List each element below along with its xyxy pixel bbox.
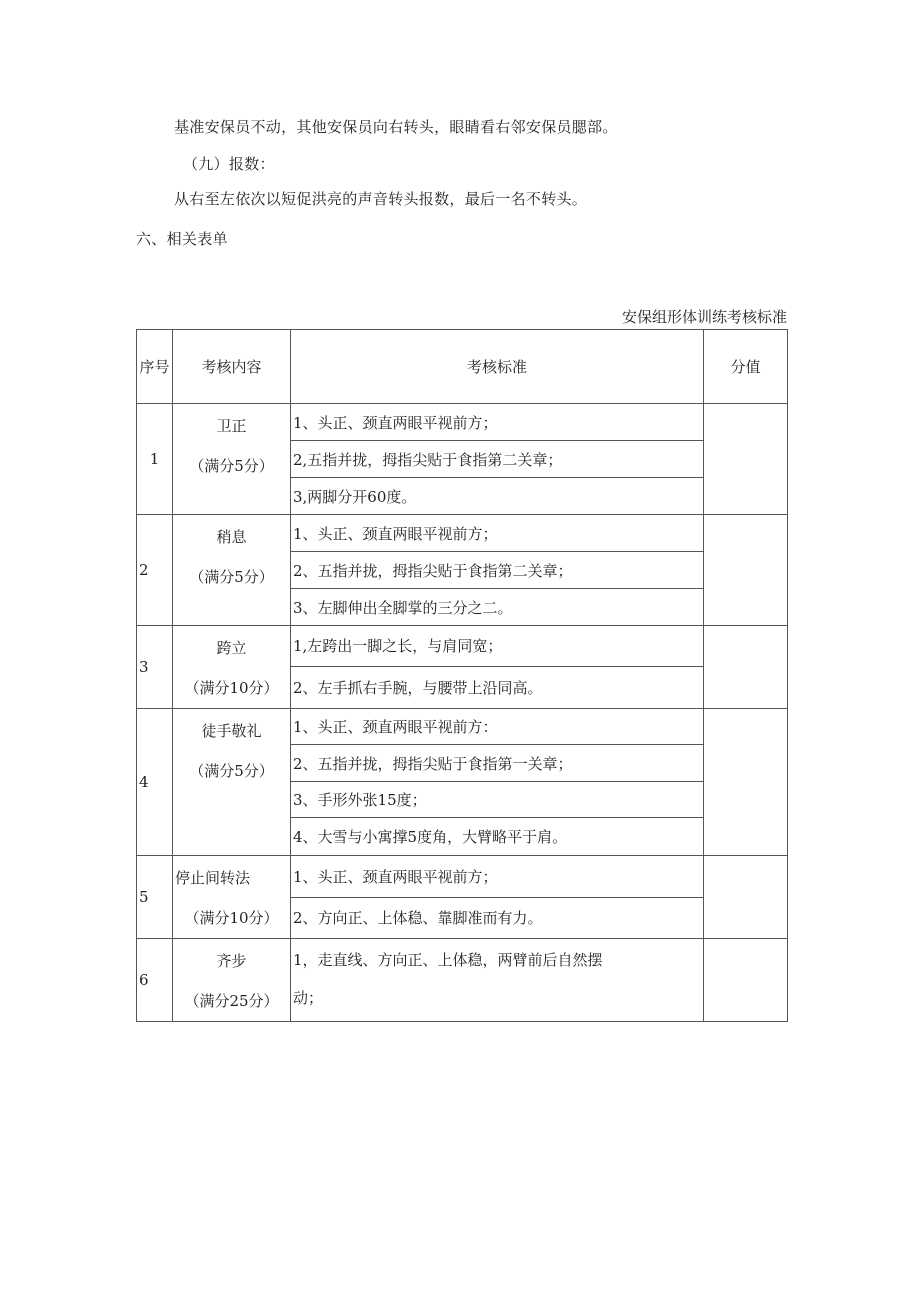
item-name: 稍息 — [216, 528, 247, 546]
item-points: （满分10分） — [184, 679, 279, 697]
item-name: 卫正 — [216, 417, 247, 435]
row-seq: 5 — [137, 856, 173, 939]
header-criteria: 考核标准 — [291, 330, 704, 404]
section-heading: 六、相关表单 — [136, 230, 228, 248]
criterion-line: 动； — [293, 989, 324, 1007]
paragraph-1: 基准安保员不动，其他安保员向右转头，眼睛看右邻安保员腮部。 — [174, 118, 618, 136]
criterion: 3,两脚分开60度。 — [291, 478, 704, 515]
score-cell — [704, 709, 788, 856]
item-points: （满分5分） — [189, 568, 274, 586]
item-name: 徒手敬礼 — [201, 722, 262, 740]
item-points: （满分25分） — [184, 992, 279, 1010]
score-cell — [704, 515, 788, 626]
criterion: 3、左脚伸出全脚掌的三分之二。 — [291, 589, 704, 626]
criterion — [291, 939, 704, 1022]
item-name: 跨立 — [216, 639, 247, 657]
item-points: （满分5分） — [189, 457, 274, 475]
score-cell — [704, 404, 788, 515]
criterion: 2、方向正、上体稳、靠脚准而有力。 — [291, 897, 704, 939]
criterion: 1、头正、颈直两眼平视前方； — [291, 515, 704, 552]
table-row — [137, 404, 788, 441]
criterion: 1、头正、颈直两眼平视前方； — [291, 856, 704, 898]
row-content — [173, 626, 291, 709]
criterion: 1、头正、颈直两眼平视前方； — [291, 404, 704, 441]
header-score: 分值 — [704, 330, 788, 404]
table-header-row — [137, 330, 788, 404]
criterion: 3、手形外张15度； — [291, 782, 704, 818]
row-content — [173, 709, 291, 856]
table-title: 安保组形体训练考核标准 — [621, 308, 787, 326]
score-cell — [704, 626, 788, 709]
item-points: （满分10分） — [184, 909, 279, 927]
item-points: （满分5分） — [189, 762, 274, 780]
criterion: 2、五指并拢，拇指尖贴于食指第一关章； — [291, 745, 704, 782]
row-seq: 3 — [137, 626, 173, 709]
score-cell — [704, 856, 788, 939]
criterion: 1、头正、颈直两眼平视前方： — [291, 709, 704, 745]
table-row — [137, 856, 788, 898]
criterion-line: 1，走直线、方向正、上体稳，两臂前后自然摆 — [293, 951, 603, 969]
row-seq: 2 — [137, 515, 173, 626]
row-seq: 4 — [137, 709, 173, 856]
table-row — [137, 515, 788, 552]
row-content — [173, 939, 291, 1022]
paragraph-3: 从右至左依次以短促洪亮的声音转头报数，最后一名不转头。 — [174, 190, 588, 208]
item-name: 齐步 — [216, 952, 247, 970]
row-content — [173, 515, 291, 626]
table-row — [137, 939, 788, 1022]
item-name: 停止间转法 — [175, 869, 251, 887]
header-seq: 序号 — [137, 330, 173, 404]
row-seq: 6 — [137, 939, 173, 1022]
table-row — [137, 626, 788, 667]
assessment-table — [136, 329, 788, 1022]
table-row — [137, 709, 788, 745]
paragraph-2: （九）报数： — [183, 155, 275, 173]
criterion: 2、五指并拢，拇指尖贴于食指第二关章； — [291, 552, 704, 589]
criterion: 4、大雪与小寓撑5度角，大臂略平于肩。 — [291, 818, 704, 856]
criterion: 1,左跨出一脚之长，与肩同宽； — [291, 626, 704, 667]
row-content — [173, 856, 291, 939]
row-seq: 1 — [137, 404, 173, 515]
criterion: 2,五指并拢，拇指尖贴于食指第二关章； — [291, 441, 704, 478]
row-content — [173, 404, 291, 515]
criterion: 2、左手抓右手腕，与腰带上沿同高。 — [291, 666, 704, 708]
score-cell — [704, 939, 788, 1022]
header-content: 考核内容 — [173, 330, 291, 404]
